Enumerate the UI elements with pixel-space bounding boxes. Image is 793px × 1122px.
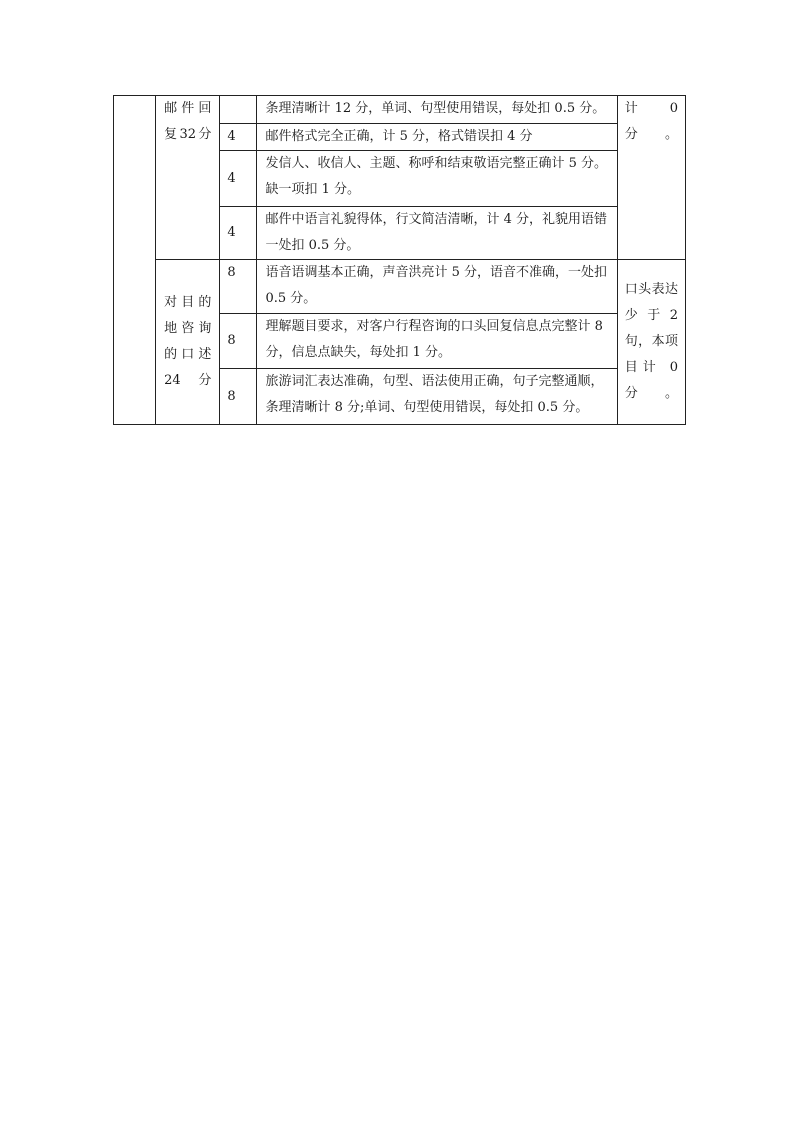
note-cell-oral — [617, 260, 685, 425]
category-label: 对目的地咨询的口述24分 — [164, 295, 212, 388]
scoring-table — [113, 95, 686, 425]
score-cell: 8 — [220, 260, 257, 314]
criterion-cell: 邮件中语言礼貌得体，行文简洁清晰，计 4 分，礼貌用语错一处扣 0.5 分。 — [257, 207, 617, 260]
criterion-cell: 语音语调基本正确，声音洪亮计 5 分，语音不准确，一处扣 0.5 分。 — [257, 260, 617, 314]
criterion-cell: 理解题目要求，对客户行程咨询的口头回复信息点完整计 8 分，信息点缺失，每处扣 1 分。 — [257, 314, 617, 369]
table-row — [114, 96, 686, 124]
score-cell: 4 — [220, 124, 257, 151]
category-cell-email — [156, 96, 220, 260]
table-row — [114, 260, 686, 314]
score-cell: 8 — [220, 314, 257, 369]
score-cell — [220, 96, 257, 124]
note-cell-email — [617, 96, 685, 260]
criterion-cell: 邮件格式完全正确，计 5 分，格式错误扣 4 分 — [257, 124, 617, 151]
score-cell: 4 — [220, 207, 257, 260]
score-cell: 4 — [220, 151, 257, 207]
score-cell: 8 — [220, 369, 257, 425]
note-text: 计 0 分。 — [624, 101, 678, 142]
category-label: 邮件回复32分 — [164, 101, 212, 142]
criterion-cell: 旅游词汇表达准确，句型、语法使用正确，句子完整通顺，条理清晰计 8 分;单词、句型使用错误，每处扣 0.5 分。 — [257, 369, 617, 425]
category-cell-oral — [156, 260, 220, 425]
criterion-cell: 条理清晰计 12 分，单词、句型使用错误，每处扣 0.5 分。 — [257, 96, 617, 124]
note-text: 口头表达少于2句，本项目计 0分。 — [624, 282, 678, 401]
criterion-cell: 发信人、收信人、主题、称呼和结束敬语完整正确计 5 分。缺一项扣 1 分。 — [257, 151, 617, 207]
outer-blank-cell — [114, 96, 156, 425]
